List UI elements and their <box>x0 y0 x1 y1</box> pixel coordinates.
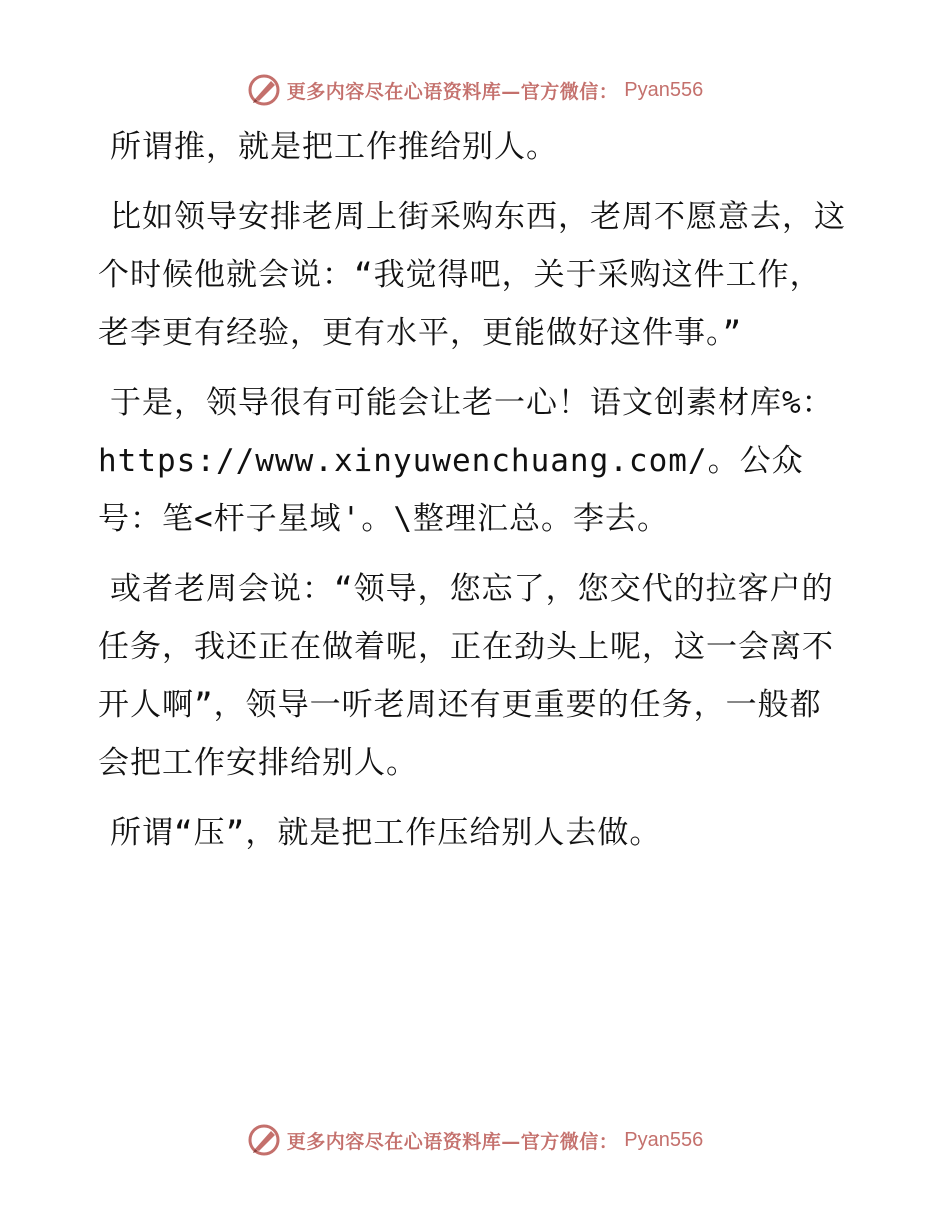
watermark-text: 更多内容尽在心语资料库—官方微信： <box>286 1130 619 1153</box>
watermark-wechat-id: Pyan556 <box>624 78 704 101</box>
watermark-wechat-id: Pyan556 <box>624 1128 704 1151</box>
document-body <box>98 118 850 874</box>
pen-logo-icon <box>247 73 281 107</box>
paragraph-1: 所谓推，就是把工作推给别人。 <box>110 129 558 165</box>
paragraph-5: 所谓“压”，就是把工作压给别人去做。 <box>110 815 662 851</box>
paragraph-2: 比如领导安排老周上街采购东西，老周不愿意去，这个时候他就会说：“我觉得吧，关于采购这件工作，老李更有经验，更有水平，更能做好这件事。” <box>98 199 846 351</box>
pen-logo-icon <box>247 1123 281 1157</box>
header-watermark <box>0 70 950 110</box>
paragraph-4: 或者老周会说：“领导，您忘了，您交代的拉客户的任务，我还正在做着呢，正在劲头上呢，这一会离不开人啊”，领导一听老周还有更重要的任务，一般都会把工作安排给别人。 <box>98 571 834 781</box>
watermark-text: 更多内容尽在心语资料库—官方微信： <box>286 80 619 103</box>
paragraph-3: 于是，领导很有可能会让老一心！语文创素材库%：https://www.xinyuwenchuang.com/。公众号：笔<杆子星域'。\整理汇总。李去。 <box>98 385 834 537</box>
footer-watermark <box>0 1120 950 1160</box>
